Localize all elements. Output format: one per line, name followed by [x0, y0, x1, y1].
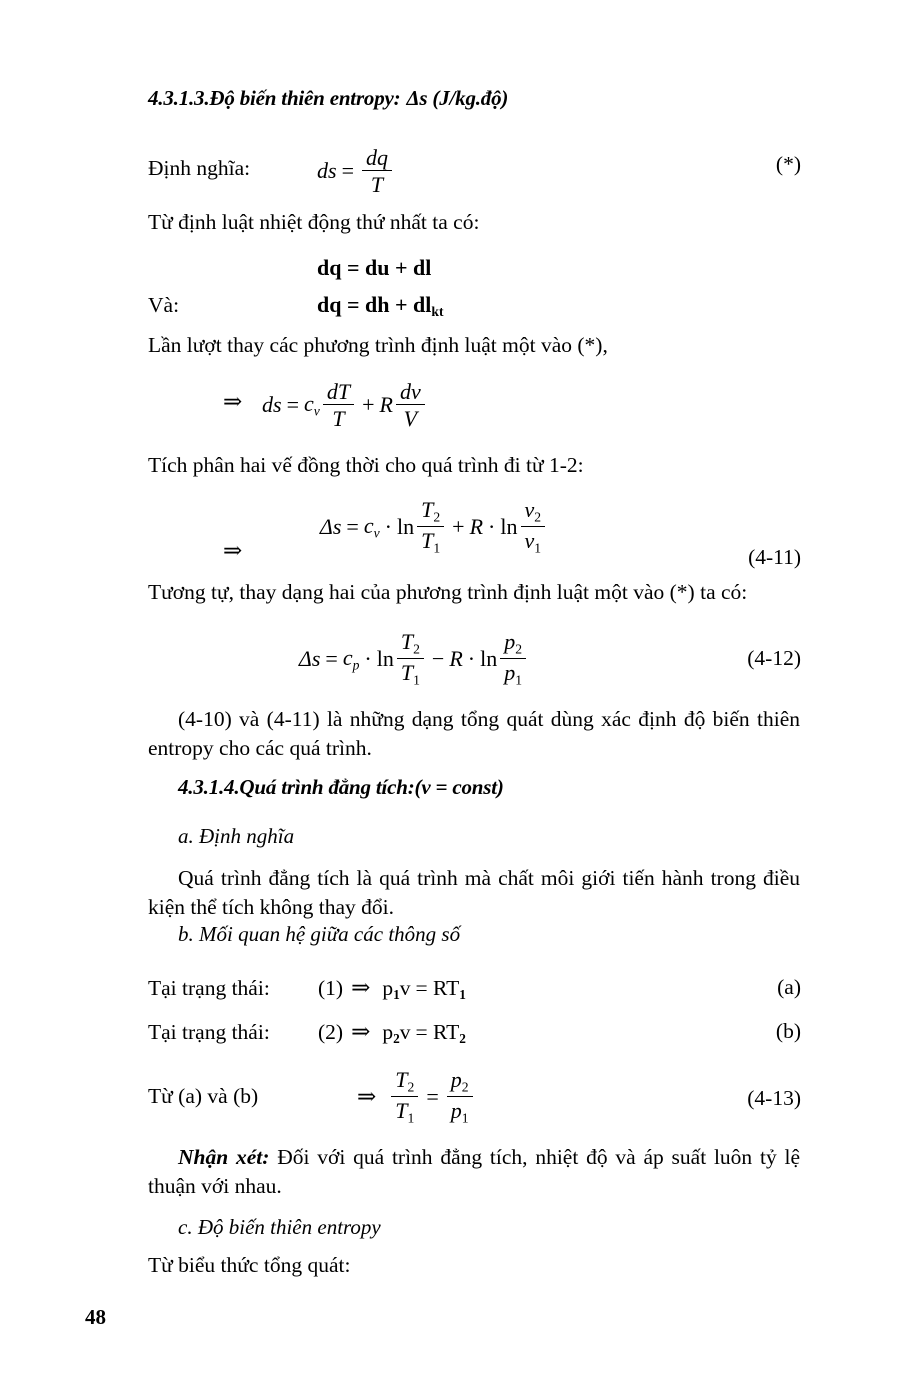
text-nhan-xet [148, 1143, 800, 1200]
equation-delta-s-cv-ln [320, 498, 548, 556]
state-label-2: Tại trạng thái: [148, 1020, 270, 1044]
equation-p1v-RT1 [382, 976, 466, 1000]
num-base: T [400, 629, 414, 654]
equation-tag-4-12: (4-12) [747, 646, 801, 670]
formula-dq-dh-dlkt-row [148, 292, 800, 320]
section-unit: Δs (J/kg.độ) [406, 86, 509, 110]
coef-R: R [379, 392, 393, 418]
den-sub: 1 [515, 672, 523, 688]
subsection-b [148, 922, 800, 947]
equation-ds-dq-over-T [317, 146, 395, 196]
implies-arrow-icon: ⇒ [357, 1083, 377, 1109]
paragraph-text: Từ định luật nhiệt động thứ nhất ta có: [148, 210, 480, 234]
num-base: T [395, 1067, 408, 1092]
p-base: p [382, 976, 394, 1000]
coef-c [304, 391, 320, 420]
fraction-dT-T [323, 380, 354, 430]
state-label-1: Tại trạng thái: [148, 976, 270, 1000]
fraction-numerator: dT [323, 380, 354, 405]
fraction-denominator: V [403, 406, 418, 432]
coef-R: R [469, 513, 484, 539]
nhan-xet-body: Đối với quá trình đẳng tích, nhiệt độ và áp suất luôn tỷ lệ thuận với nhau. [148, 1145, 800, 1198]
text-lan-luot [148, 335, 800, 357]
num-sub: 2 [433, 509, 441, 525]
num-sub: 2 [461, 1079, 469, 1095]
num-base: v [524, 497, 535, 522]
eq-equals: = [346, 513, 359, 539]
formula-subscript: kt [431, 304, 444, 320]
equation-tag-4-13: (4-13) [747, 1086, 801, 1110]
eq-equals: = [325, 645, 338, 671]
fraction-numerator [521, 498, 546, 527]
eq-equals: = [426, 1083, 439, 1109]
fraction-denominator [500, 659, 526, 688]
eq-lhs: ds [317, 158, 337, 184]
from-a-and-b-label: Từ (a) và (b) [148, 1084, 259, 1109]
text-tu-dinh-luat [148, 212, 800, 234]
den-base: T [421, 527, 434, 553]
definition-label: Định nghĩa: [148, 155, 251, 180]
fraction-denominator [521, 527, 546, 556]
fraction-v2-v1 [521, 498, 546, 556]
coef-c-sub: p [352, 657, 360, 673]
fraction-numerator [500, 630, 526, 659]
formula-main: dq = dh + dl [317, 292, 432, 317]
fraction-numerator: dq [362, 146, 392, 171]
fraction-p2-p1 [500, 630, 526, 688]
implies-arrow-icon: ⇒ [351, 1019, 371, 1044]
formula-dq-dh-dlkt [317, 292, 444, 320]
subsection-label: a. Định nghĩa [178, 824, 295, 848]
section-heading-4-3-1-4 [148, 775, 830, 800]
equation-row-ds-cv [148, 380, 800, 430]
text-dinh-nghia-dang-tich [148, 864, 800, 921]
fraction-T2-T1 [391, 1068, 418, 1126]
den-base: T [395, 1097, 408, 1123]
eq-rhs: = RT [415, 1020, 460, 1044]
paragraph-text: Quá trình đẳng tích là quá trình mà chất môi giới tiến hành trong điều kiện thể tích không thay đổi. [148, 866, 800, 919]
paragraph-text [148, 1143, 800, 1200]
equation-p2v-RT2 [382, 1020, 466, 1044]
den-base: p [450, 1097, 462, 1123]
ln-operator: ln [376, 645, 394, 671]
T-sub: 1 [459, 986, 466, 1002]
text-tuong-tu [148, 582, 800, 604]
coef-c [343, 645, 360, 674]
state-number-1: (1) [318, 976, 344, 1000]
fraction-p2-p1 [447, 1068, 473, 1126]
den-base: v [524, 527, 535, 553]
implies-arrow-icon: ⇒ [351, 975, 371, 1000]
fraction-denominator [397, 659, 424, 688]
text-tich-phan [148, 455, 800, 477]
eq-dot-2: · [467, 645, 476, 671]
fraction-denominator [391, 1097, 418, 1126]
state-equation-row-b [148, 1019, 800, 1047]
coef-c-base: c [342, 644, 353, 670]
den-sub: 1 [413, 672, 420, 688]
ln-operator-2: ln [500, 513, 518, 539]
section-title: Quá trình đẳng tích: [239, 775, 415, 799]
eq-sign: + [452, 513, 465, 539]
section-title: Độ biến thiên entropy: [209, 86, 401, 110]
equation-tag-4-11: (4-11) [748, 545, 801, 569]
T-sub: 2 [459, 1030, 466, 1046]
fraction-numerator [391, 1068, 418, 1097]
fraction-numerator: dv [396, 380, 425, 405]
equation-tag-star: (*) [775, 152, 801, 176]
fraction-denominator: T [332, 406, 345, 432]
section-number: 4.3.1.3. [148, 86, 210, 110]
eq-plus: + [362, 392, 375, 418]
state-equation-row-a [148, 975, 800, 1003]
v-symbol: v [399, 1020, 411, 1044]
coef-c-base: c [303, 390, 314, 416]
eq-rhs: = RT [415, 976, 460, 1000]
paragraph-text: (4-10) và (4-11) là những dạng tổng quát dùng xác định độ biến thiên entropy cho các quá trình. [148, 707, 800, 760]
equation-row-4-12 [148, 630, 800, 688]
p-base: p [382, 1020, 394, 1044]
equation-row-4-11 [148, 497, 801, 569]
coef-c-sub: v [313, 403, 320, 419]
coef-c [364, 513, 380, 542]
state-number-2: (2) [318, 1020, 344, 1044]
eq-sign: − [431, 645, 445, 671]
coef-c-sub: v [373, 525, 380, 541]
fraction-numerator [447, 1068, 473, 1097]
num-sub: 2 [515, 641, 523, 657]
fraction-numerator [397, 630, 424, 659]
subsection-label: b. Mối quan hệ giữa các thông số [178, 922, 461, 946]
implies-arrow-icon: ⇒ [223, 388, 243, 414]
den-sub: 1 [407, 1110, 415, 1126]
fraction-denominator [447, 1097, 473, 1126]
coef-c-base: c [363, 512, 374, 538]
equation-row-4-13 [148, 1068, 800, 1126]
coef-R: R [449, 645, 463, 671]
va-label: Và: [148, 293, 180, 317]
num-sub: 2 [407, 1079, 415, 1095]
definition-row [148, 146, 800, 196]
den-sub: 1 [534, 540, 542, 556]
fraction-T2-T1 [397, 630, 424, 688]
v-symbol: v [399, 976, 411, 1000]
paragraph-text: Lần lượt thay các phương trình định luật một vào (*), [148, 333, 608, 357]
nhan-xet-label: Nhận xét: [178, 1145, 270, 1169]
paragraph-text: Tích phân hai vế đồng thời cho quá trình đi từ 1-2: [148, 453, 584, 477]
eq-dot: · [364, 645, 372, 671]
section-condition: (v = const) [414, 775, 504, 799]
equation-tag-b: (b) [775, 1019, 801, 1043]
formula-dq-du-dl: dq = du + dl [317, 255, 432, 280]
fraction-denominator: T [370, 172, 384, 198]
fraction-numerator [417, 498, 444, 527]
equation-ds-cv-dT-T-R-dv-V [262, 380, 428, 430]
eq-equals: = [341, 158, 354, 184]
eq-lhs: ds [262, 392, 282, 418]
num-base: T [421, 497, 434, 522]
den-base: p [504, 659, 516, 685]
ln-operator-2: ln [480, 645, 498, 671]
fraction-T2-T1 [417, 498, 444, 556]
text-tu-bieu-thuc [148, 1255, 800, 1277]
den-sub: 1 [461, 1110, 469, 1126]
fraction-dq-T [362, 146, 392, 196]
eq-equals: = [286, 392, 299, 418]
den-base: T [400, 659, 414, 685]
num-sub: 2 [534, 509, 542, 525]
formula-dq-du-dl-row [148, 255, 800, 281]
equation-tag-a: (a) [777, 975, 801, 999]
eq-lhs: Δs [298, 645, 321, 671]
equation-T2-T1-equals-p2-p1 [388, 1068, 475, 1126]
eq-dot-2: · [488, 513, 496, 539]
text-ket-luan [148, 705, 800, 762]
page-number: 48 [85, 1305, 106, 1329]
paragraph-text: Từ biểu thức tổng quát: [148, 1253, 351, 1277]
eq-dot: · [384, 513, 392, 539]
paragraph-text: Tương tự, thay dạng hai của phương trình định luật một vào (*) ta có: [148, 580, 748, 604]
eq-lhs: Δs [319, 513, 342, 539]
section-heading-4-3-1-3 [148, 86, 800, 111]
num-base: p [504, 629, 516, 654]
fraction-denominator [417, 527, 444, 556]
equation-delta-s-cp-ln [299, 630, 529, 688]
num-base: p [450, 1067, 462, 1092]
p-sub: 1 [393, 986, 400, 1002]
subsection-label: c. Độ biến thiên entropy [178, 1215, 381, 1239]
subsection-c [148, 1215, 800, 1240]
ln-operator: ln [396, 513, 415, 539]
subsection-a [148, 824, 800, 849]
num-sub: 2 [413, 641, 420, 657]
implies-arrow-icon: ⇒ [223, 538, 243, 563]
section-number: 4.3.1.4. [178, 775, 240, 799]
fraction-dv-V [396, 380, 425, 430]
p-sub: 2 [393, 1030, 400, 1046]
den-sub: 1 [433, 540, 441, 556]
